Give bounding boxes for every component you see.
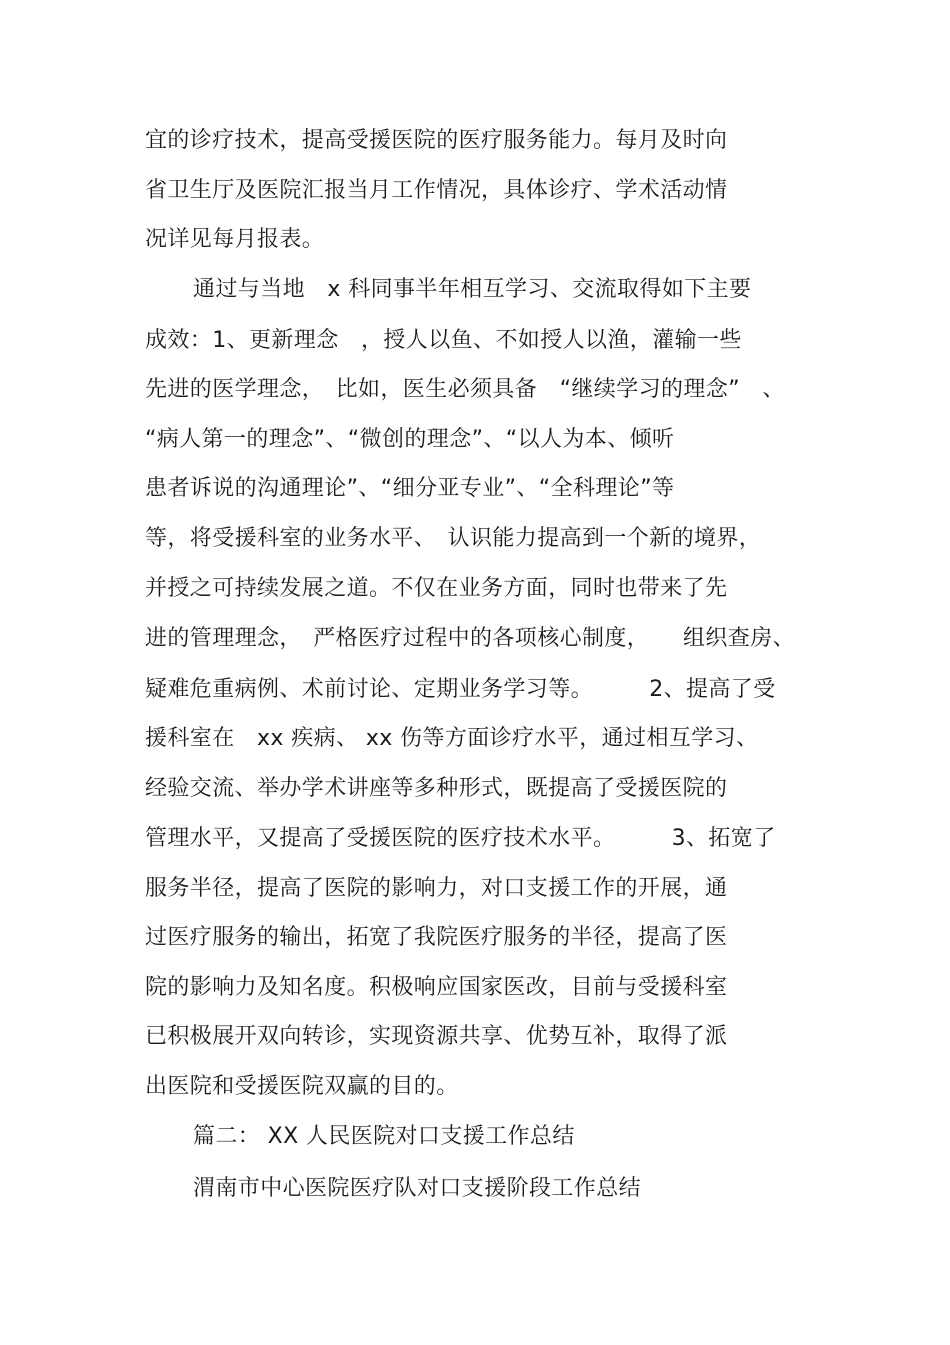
paragraph-line: 过医疗服务的输出，拓宽了我院医疗服务的半径，提高了医	[145, 925, 728, 950]
paragraph-line: 等，将受援科室的业务水平、 认识能力提高到一个新的境界，	[145, 526, 762, 551]
paragraph-line: “病人第一的理念”、“微创的理念”、“以人为本、倾听	[145, 427, 675, 452]
paragraph-line: 患者诉说的沟通理论”、“细分亚专业”、“全科理论”等	[145, 476, 675, 501]
paragraph-line: 出医院和受援医院双赢的目的。	[145, 1074, 459, 1099]
paragraph-line: 成效：1、更新理念 ，授人以鱼、不如授人以渔，灌输一些	[145, 328, 742, 353]
paragraph-line: 况详见每月报表。	[145, 227, 325, 252]
section-subheading: 渭南市中心医院医疗队对口支援阶段工作总结	[193, 1176, 642, 1201]
paragraph-line: 疑难危重病例、术前讨论、定期业务学习等。 2、提高了受	[145, 677, 776, 702]
paragraph-line: 省卫生厅及医院汇报当月工作情况，具体诊疗、学术活动情	[145, 178, 728, 203]
paragraph-line: 管理水平，又提高了受援医院的医疗技术水平。 3、拓宽了	[145, 826, 776, 851]
paragraph-line: 并授之可持续发展之道。不仅在业务方面，同时也带来了先	[145, 576, 728, 601]
section-heading: 篇二： XX 人民医院对口支援工作总结	[193, 1124, 575, 1149]
paragraph-line: 宜的诊疗技术，提高受援医院的医疗服务能力。每月及时向	[145, 128, 728, 153]
paragraph-line: 经验交流、举办学术讲座等多种形式，既提高了受援医院的	[145, 776, 728, 801]
paragraph-line: 进的管理理念， 严格医疗过程中的各项核心制度， 组织查房、	[145, 626, 796, 651]
paragraph-line: 院的影响力及知名度。积极响应国家医改，目前与受援科室	[145, 975, 728, 1000]
paragraph-line: 服务半径，提高了医院的影响力，对口支援工作的开展，通	[145, 876, 728, 901]
paragraph-line: 通过与当地 x 科同事半年相互学习、交流取得如下主要	[193, 277, 752, 302]
paragraph-line: 已积极展开双向转诊，实现资源共享、优势互补，取得了派	[145, 1024, 728, 1049]
paragraph-line: 援科室在 xx 疾病、 xx 伤等方面诊疗水平，通过相互学习、	[145, 726, 759, 751]
paragraph-line: 先进的医学理念， 比如，医生必须具备 “继续学习的理念” 、	[145, 377, 785, 402]
